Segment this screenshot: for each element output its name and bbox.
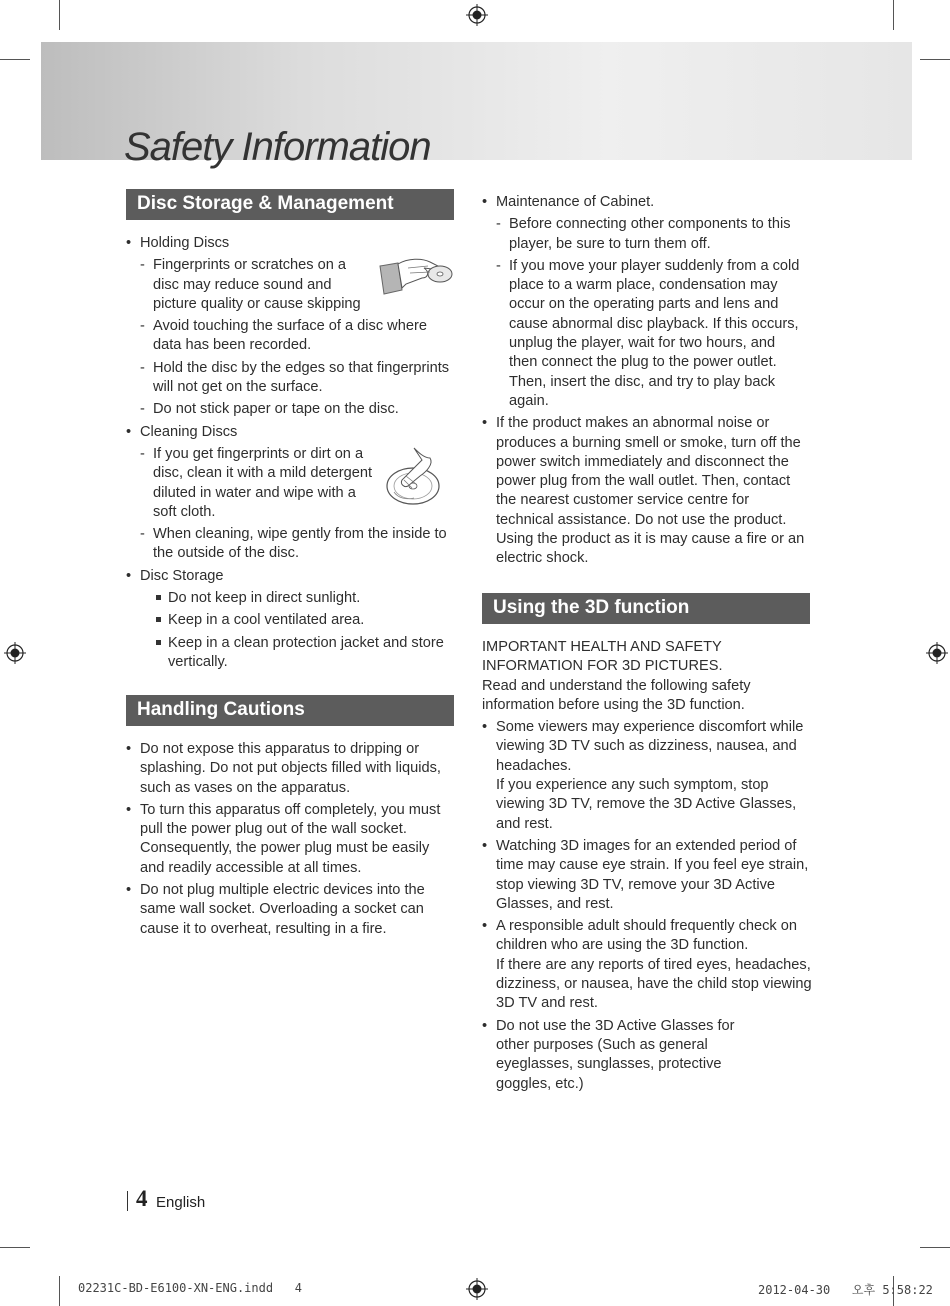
list-item: [482, 718, 812, 834]
page-title: Safety Information: [124, 125, 431, 169]
intro-text: Read and understand the following safety information before using the 3D function.: [482, 677, 751, 713]
list-item: • Cleaning Discs: [126, 423, 456, 442]
intro-caps: IMPORTANT HEALTH AND SAFETY INFORMATION FOR 3D PICTURES.: [482, 639, 723, 675]
list-item: • Do not plug multiple electric devices into the same wall socket. Overloading a socket can cause it to overheat, resulting in a fire.: [126, 881, 451, 939]
list-item: - If you move your player suddenly from a cold place to a warm place, condensation may occur on the operating parts and lens and cause abnormal disc playback. If this occurs, unplug the player, wait for two hours, and then connect the plug to the power outlet. Then, insert the disc, and try to play back again.: [482, 257, 807, 411]
page-number: 4: [136, 1186, 148, 1211]
list-item: - When cleaning, wipe gently from the inside to the outside of the disc.: [126, 525, 456, 564]
slug-file: 02231C-BD-E6100-XN-ENG.indd 4: [78, 1281, 302, 1295]
list-item: Keep in a cool ventilated area.: [126, 611, 456, 630]
list-item: • To turn this apparatus off completely, you must pull the power plug out of the wall socket. Consequently, the power plug must be easily and readily accessible at all times.: [126, 801, 451, 878]
hand-holding-disc-icon: [378, 254, 454, 296]
list-item: • Do not expose this apparatus to dripping or splashing. Do not put objects filled with liquids, such as vases on the apparatus.: [126, 740, 451, 798]
list-item: - Before connecting other components to this player, be sure to turn them off.: [482, 215, 807, 254]
list-item: - Do not stick paper or tape on the disc.: [126, 400, 456, 419]
list-item-text: Watching 3D images for an extended period of time may cause eye strain. If you feel eye strain, stop viewing 3D TV, remove your 3D Active Glasses, and rest.: [496, 837, 809, 912]
section-heading-disc-storage: Disc Storage & Management: [126, 189, 454, 220]
list-item: • Holding Discs: [126, 234, 456, 253]
list-item: - If you get fingerprints or dirt on a disc, clean it with a mild detergent diluted in water and wipe with a soft cloth.: [126, 445, 378, 522]
list-item: - Hold the disc by the edges so that fingerprints will not get on the surface.: [126, 359, 456, 398]
section-heading-3d: Using the 3D function: [482, 593, 810, 624]
list-item: • Disc Storage: [126, 567, 456, 586]
maintenance-content: [482, 193, 812, 572]
list-item: [482, 1017, 766, 1094]
list-item-text: Some viewers may experience discomfort while viewing 3D TV such as dizziness, nausea, and headaches.: [496, 719, 804, 774]
list-item: Do not keep in direct sunlight.: [126, 589, 456, 608]
crop-mark: [0, 1247, 30, 1248]
list-item-text: A responsible adult should frequently check on children who are using the 3D function.: [496, 918, 797, 954]
registration-mark-icon: [466, 1278, 488, 1300]
crop-mark: [920, 1247, 950, 1248]
list-item: - Avoid touching the surface of a disc where data has been recorded.: [126, 317, 456, 356]
crop-mark: [893, 0, 894, 30]
crop-mark: [59, 1276, 60, 1306]
crop-mark: [59, 0, 60, 30]
section-heading-handling: Handling Cautions: [126, 695, 454, 726]
list-item-extra: If you experience any such symptom, stop viewing 3D TV, remove the 3D Active Glasses, and rest.: [496, 777, 797, 832]
list-item: • Maintenance of Cabinet.: [482, 193, 812, 212]
hand-wiping-disc-icon: [384, 444, 446, 508]
list-item-extra: If there are any reports of tired eyes, headaches, dizziness, or nausea, have the child stop viewing 3D TV and rest.: [496, 956, 812, 1012]
registration-mark-icon: [466, 4, 488, 26]
list-item: - Fingerprints or scratches on a disc may reduce sound and picture quality or cause skipping: [126, 256, 367, 314]
registration-mark-icon: [926, 642, 948, 664]
footer-language: English: [156, 1194, 206, 1211]
crop-mark: [0, 59, 30, 60]
list-item: [482, 837, 812, 914]
list-item: [482, 917, 812, 1013]
crop-mark: [920, 59, 950, 60]
registration-mark-icon: [4, 642, 26, 664]
list-item-text: Do not use the 3D Active Glasses for other purposes (Such as general eyeglasses, sunglasses, protective goggles, etc.): [496, 1017, 735, 1092]
list-item: • If the product makes an abnormal noise or produces a burning smell or smoke, turn off the power switch immediately and disconnect the power plug from the wall outlet. Then, contact the nearest customer service centre for technical assistance. Do not use the product. Using the product as it is may cause a fire or an electric shock.: [482, 414, 808, 568]
handling-content: [126, 740, 451, 942]
footer-divider: [127, 1191, 128, 1211]
list-item: Keep in a clean protection jacket and store vertically.: [126, 634, 456, 673]
slug-timestamp: 2012-04-30 오후 5:58:22: [758, 1283, 933, 1297]
three-d-content: [482, 638, 812, 1097]
